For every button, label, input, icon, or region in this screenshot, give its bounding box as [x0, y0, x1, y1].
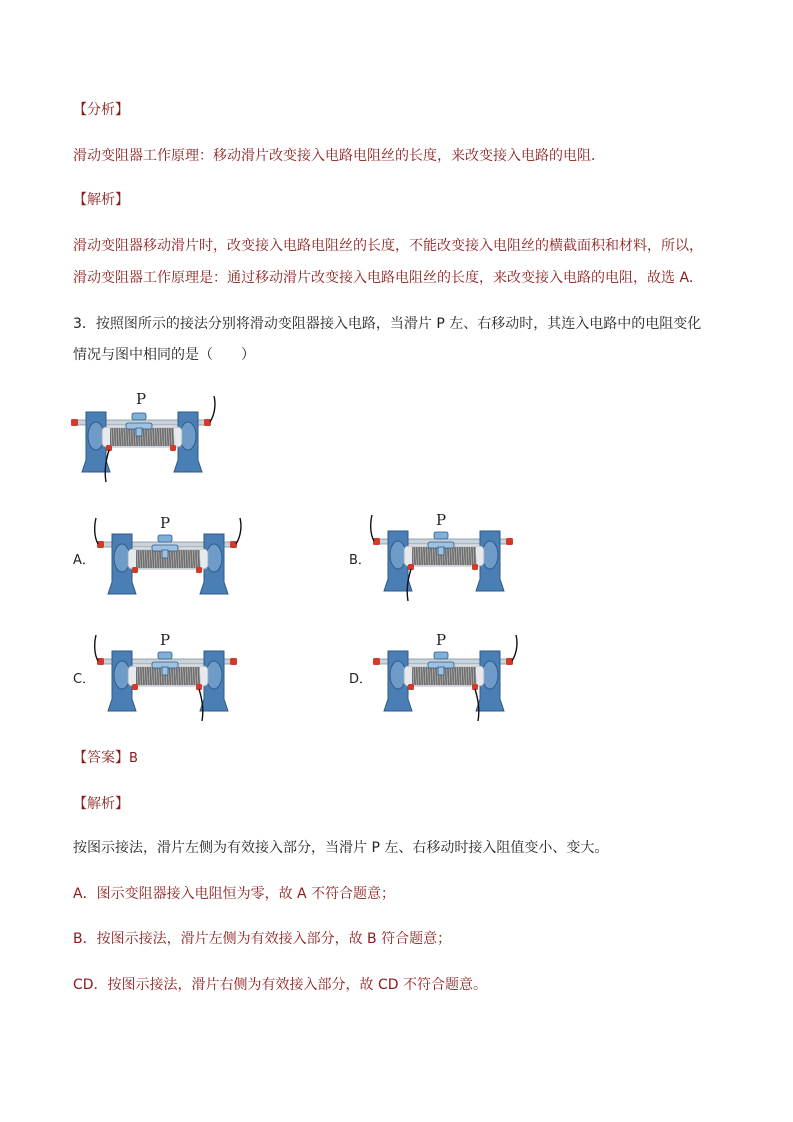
- terminal-top-right: [204, 419, 211, 426]
- answer-value: B: [129, 751, 138, 766]
- terminal-bottom-right: [170, 445, 176, 451]
- slider-contact: [438, 667, 444, 675]
- terminal-bottom-right: [196, 567, 202, 573]
- answer-line: [73, 748, 138, 769]
- option-c-slider-label: P: [160, 631, 171, 649]
- question-3-line-2: 情况与图中相同的是（ ）: [73, 347, 255, 363]
- slider-contact: [136, 428, 142, 436]
- terminal-bottom-right: [472, 564, 478, 570]
- option-b-label: B．: [349, 553, 371, 568]
- connection-wire: [95, 635, 98, 661]
- option-a-slider-label: P: [160, 514, 171, 532]
- option-c-label: C．: [73, 672, 96, 687]
- terminal-top-left: [71, 419, 78, 426]
- terminal-top-right: [230, 541, 237, 548]
- analysis-text: 滑动变阻器工作原理：移动滑片改变接入电路电阻丝的长度，来改变接入电路的电阻．: [73, 148, 605, 164]
- slider-knob: [158, 652, 172, 659]
- connection-wire: [236, 518, 241, 544]
- solution-line-3: B．按图示接法，滑片左侧为有效接入部分，故 B 符合题意；: [73, 931, 452, 947]
- explanation-line-2: 滑动变阻器工作原理是：通过移动滑片改变接入电路电阻丝的长度，来改变接入电路的电阻，故选 A．: [73, 270, 704, 286]
- terminal-top-left: [97, 541, 104, 548]
- option-d-slider-label: P: [436, 631, 447, 649]
- connection-wire: [210, 396, 215, 422]
- slider-contact: [162, 667, 168, 675]
- slider-knob: [132, 413, 146, 420]
- option-c-figure: [92, 629, 252, 724]
- option-d-label: D．: [349, 672, 373, 687]
- solution-line-1: 按图示接法，滑片左侧为有效接入部分，当滑片 P 左、右移动时接入阻值变小、变大。: [73, 840, 609, 856]
- solution-heading: 【解析】: [73, 796, 129, 812]
- connection-wire: [199, 689, 203, 721]
- option-b-figure: [368, 509, 528, 604]
- explanation-heading: 【解析】: [73, 192, 129, 208]
- terminal-top-left: [373, 538, 380, 545]
- slider-knob: [434, 652, 448, 659]
- explanation-line-1: 滑动变阻器移动滑片时，改变接入电路电阻丝的长度，不能改变接入电阻丝的横截面积和材料，所以，: [73, 238, 703, 254]
- slider-label: P: [136, 390, 147, 408]
- option-d-figure: [368, 629, 528, 724]
- option-a-label: A．: [73, 553, 95, 568]
- analysis-heading: 【分析】: [73, 102, 129, 118]
- terminal-top-left: [373, 658, 380, 665]
- slider-contact: [162, 550, 168, 558]
- connection-wire: [475, 689, 479, 721]
- solution-line-4: CD．按图示接法，滑片右侧为有效接入部分，故 CD 不符合题意。: [73, 977, 488, 993]
- connection-wire: [512, 635, 517, 661]
- terminal-top-right: [506, 658, 513, 665]
- terminal-bottom-left: [408, 684, 414, 690]
- answer-heading: 【答案】: [73, 750, 129, 766]
- connection-wire: [95, 518, 98, 544]
- slider-knob: [434, 532, 448, 539]
- terminal-bottom-left: [132, 567, 138, 573]
- option-a-figure: [92, 512, 252, 607]
- terminal-top-right: [230, 658, 237, 665]
- question-3-line-1: 3．按照图所示的接法分别将滑动变阻器接入电路，当滑片 P 左、右移动时，其连入电路中的电阻变化: [73, 316, 702, 332]
- slider-contact: [438, 547, 444, 555]
- main-rheostat-figure: [66, 390, 226, 485]
- terminal-top-left: [97, 658, 104, 665]
- connection-wire: [371, 515, 374, 541]
- option-b-slider-label: P: [436, 511, 447, 529]
- terminal-bottom-left: [132, 684, 138, 690]
- solution-line-2: A．图示变阻器接入电阻恒为零，故 A 不符合题意；: [73, 886, 396, 902]
- terminal-top-right: [506, 538, 513, 545]
- slider-knob: [158, 535, 172, 542]
